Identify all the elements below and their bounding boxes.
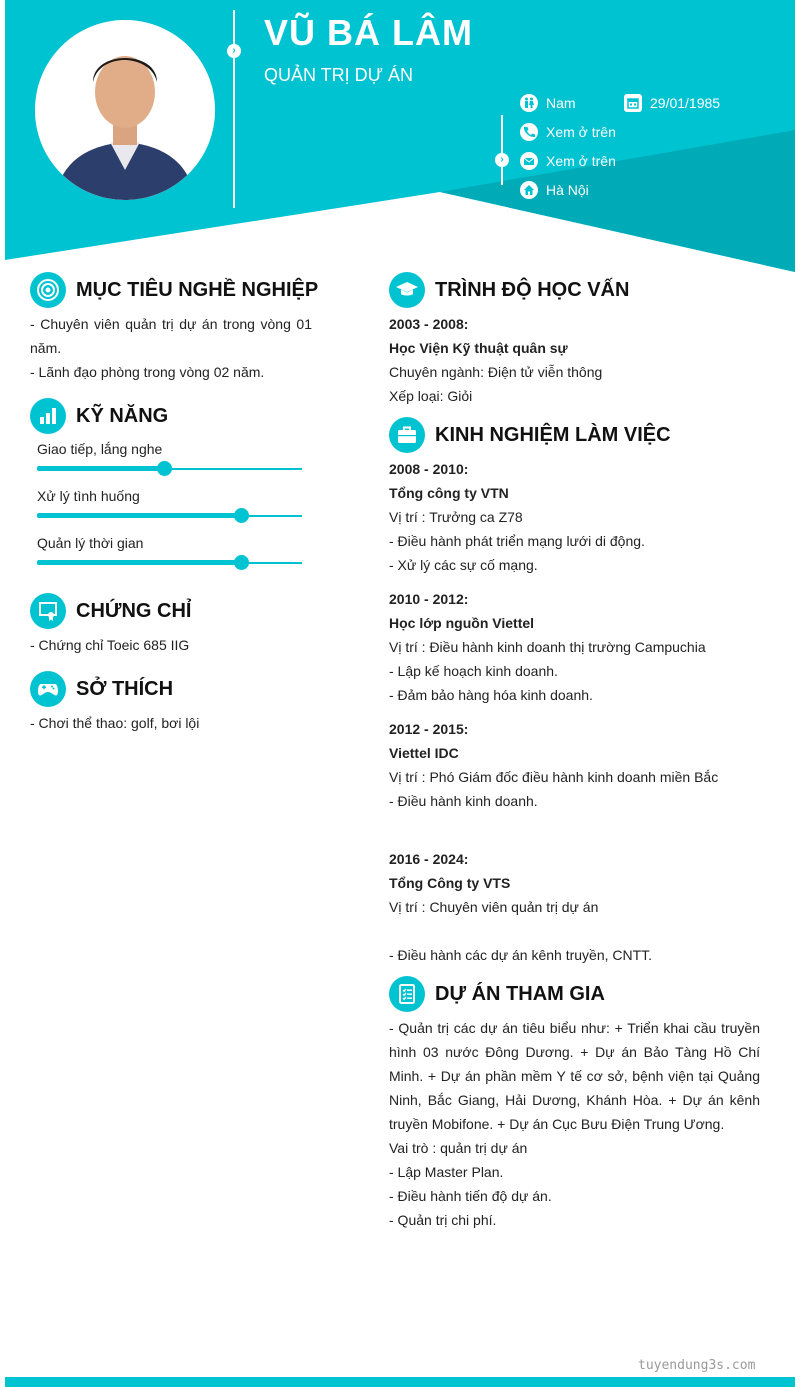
education-heading [389,272,629,308]
job-entry [389,587,769,707]
objective-line: - Chuyên viên quản trị dự án trong vòng 01 năm. [30,316,312,356]
certificates-line: - Chứng chỉ Toeic 685 IIG [30,637,190,653]
hobbies-line: - Chơi thể thao: golf, bơi lội [30,715,200,731]
phone-icon [520,123,538,141]
briefcase-icon [389,417,425,453]
certificate-icon [30,593,66,629]
home-icon [520,181,538,199]
job-line: - Điều hành kinh doanh. [389,793,538,809]
info-birthday [624,94,720,112]
education-grade: Xếp loại: Giỏi [389,388,473,404]
certificates-title: CHỨNG CHỈ [76,599,192,622]
footer-bar [5,1377,795,1387]
education-body [389,312,769,408]
candidate-role: QUẢN TRỊ DỰ ÁN [264,65,414,85]
graduation-cap-icon [389,272,425,308]
calendar-icon [624,94,642,112]
job-line: Vị trí : Chuyên viên quản trị dự án [389,899,599,915]
projects-line: - Điều hành tiến độ dự án. [389,1188,552,1204]
job-company: Tổng Công ty VTS [389,875,511,891]
gender-icon [520,94,538,112]
hobbies-heading [30,671,173,707]
education-school: Học Viện Kỹ thuật quân sự [389,340,568,356]
gamepad-icon [30,671,66,707]
info-email [520,152,616,170]
objective-body [30,312,312,384]
education-major: Chuyên ngành: Điện tử viễn thông [389,364,603,380]
projects-list [389,1136,760,1232]
watermark-text: tuyendung3s.com [638,1358,756,1373]
info-phone [520,123,616,141]
experience-heading [389,417,671,453]
job-entry [389,717,769,813]
skill-label: Giao tiếp, lắng nghe [37,441,163,457]
mail-icon [520,152,538,170]
skill-bar [37,468,302,470]
skill-label: Xử lý tình huống [37,488,140,504]
portrait-photo [35,20,215,200]
gender-value: Nam [546,95,576,111]
job-line: Vị trí : Phó Giám đốc điều hành kinh doanh miền Bắc [389,769,719,785]
job-line: - Điều hành phát triển mạng lưới di động. [389,533,645,549]
info-gender [520,94,576,112]
birthday-value: 29/01/1985 [650,95,721,111]
projects-line: - Quản trị chi phí. [389,1212,497,1228]
education-period: 2003 - 2008: [389,316,469,332]
job-period: 2010 - 2012: [389,591,469,607]
job-line: Vị trí : Trưởng ca Z78 [389,509,523,525]
projects-paragraph: - Quản trị các dự án tiêu biểu như: + Triển khai cầu truyền hình 03 nước Đông Dương. + Dự án Bảo Tàng Hồ Chí Minh. + Dự án phần mềm Y tế cơ sở, bệnh viện tại Quảng Ninh, Bắc Giang, Hải Dương, Khánh Hòa. + Dự án kênh truyền Mobifone. + Dự án Cục Bưu Điện Trung Ương. [389,1020,760,1132]
skill-bar [37,515,302,517]
info-address [520,181,589,199]
skills-heading [30,398,168,434]
skill-fill [37,513,241,518]
job-company: Học lớp nguồn Viettel [389,615,535,631]
job-company: Viettel IDC [389,745,459,761]
projects-title: DỰ ÁN THAM GIA [435,982,605,1005]
job-period: 2008 - 2010: [389,461,469,477]
experience-title: KINH NGHIỆM LÀM VIỆC [435,423,671,446]
chevron-right-icon: › [227,44,241,58]
address-value: Hà Nội [546,182,589,198]
education-title: TRÌNH ĐỘ HỌC VẤN [435,278,630,301]
avatar [35,20,215,200]
objective-line: - Lãnh đạo phòng trong vòng 02 năm. [30,364,265,380]
job-period: 2012 - 2015: [389,721,469,737]
email-value: Xem ở trên [546,153,616,169]
objective-heading [30,272,318,308]
skill-fill [37,560,241,565]
job-period: 2016 - 2024: [389,851,469,867]
chevron-right-icon: › [495,153,509,167]
phone-value: Xem ở trên [546,124,616,140]
projects-line: - Lập Master Plan. [389,1164,504,1180]
job-line: - Điều hành các dự án kênh truyền, CNTT. [389,947,653,963]
skills-title: KỸ NĂNG [76,404,169,427]
certificates-heading [30,593,191,629]
skill-knob [234,555,249,570]
skill-fill [37,466,164,471]
job-line: - Lập kế hoạch kinh doanh. [389,663,558,679]
job-entry [389,847,769,967]
skill-bar [37,562,302,564]
skill-knob [157,461,172,476]
projects-line: Vai trò : quản trị dự án [389,1140,528,1156]
skill-knob [234,508,249,523]
skill-label: Quản lý thời gian [37,535,144,551]
projects-heading [389,976,605,1012]
hobbies-title: SỞ THÍCH [76,677,174,700]
job-line: - Xử lý các sự cố mạng. [389,557,538,573]
job-company: Tổng công ty VTN [389,485,509,501]
info-divider [501,115,503,185]
candidate-name: VŨ BÁ LÂM [264,12,473,53]
job-line: Vị trí : Điều hành kinh doanh thị trường Campuchia [389,639,706,655]
job-line: - Đảm bảo hàng hóa kinh doanh. [389,687,593,703]
target-icon [30,272,66,308]
timeline-divider [233,10,235,208]
checklist-icon [389,976,425,1012]
bar-chart-icon [30,398,66,434]
objective-title: MỤC TIÊU NGHỀ NGHIỆP [76,278,319,301]
job-entry [389,457,769,577]
